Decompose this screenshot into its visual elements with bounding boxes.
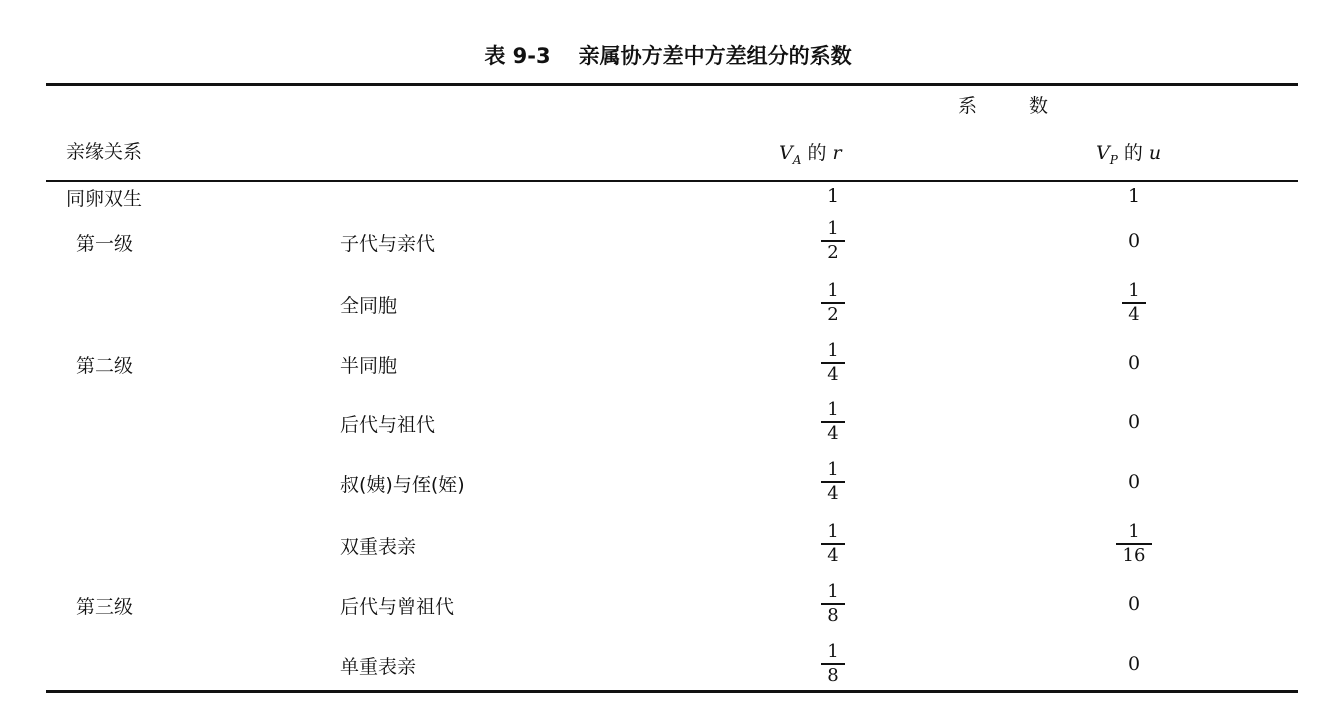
va-coefficient bbox=[803, 582, 863, 626]
va-coefficient-numerator: 1 bbox=[827, 581, 839, 602]
vp-coefficient-numerator: 1 bbox=[1128, 280, 1140, 301]
va-subscript: A bbox=[792, 152, 802, 167]
vp-text: 的 bbox=[1123, 142, 1143, 164]
vp-coefficient-denominator: 16 bbox=[1122, 545, 1146, 566]
va-coefficient: 1 bbox=[826, 185, 840, 207]
va-text: 的 bbox=[807, 142, 827, 164]
va-coefficient-numerator: 1 bbox=[827, 280, 839, 301]
relationship-type: 双重表亲 bbox=[340, 536, 417, 558]
relationship-type: 半同胞 bbox=[340, 355, 398, 377]
relationship-type: 单重表亲 bbox=[340, 656, 417, 678]
table-number: 表 9-3 bbox=[484, 44, 551, 68]
vp-subscript: P bbox=[1109, 152, 1118, 167]
relationship-type: 后代与祖代 bbox=[340, 414, 436, 436]
va-variable: r bbox=[832, 142, 842, 164]
va-coefficient-denominator: 4 bbox=[827, 483, 839, 504]
va-coefficient bbox=[803, 400, 863, 444]
vp-coefficient bbox=[1104, 522, 1164, 566]
relationship-level: 第一级 bbox=[76, 233, 134, 255]
relationship-type: 后代与曾祖代 bbox=[340, 596, 455, 618]
vp-coefficient-denominator: 4 bbox=[1128, 304, 1140, 325]
vp-coefficient: 0 bbox=[1127, 471, 1141, 493]
coefficient-header: 系数 bbox=[958, 95, 1101, 117]
va-coefficient bbox=[803, 219, 863, 263]
relationship-level: 第三级 bbox=[76, 596, 134, 618]
va-coefficient-numerator: 1 bbox=[827, 459, 839, 480]
vp-coefficient: 0 bbox=[1127, 411, 1141, 433]
relationship-type: 全同胞 bbox=[340, 295, 398, 317]
va-coefficient-denominator: 8 bbox=[827, 665, 839, 686]
relationship-header: 亲缘关系 bbox=[66, 141, 143, 163]
vp-column-header bbox=[1096, 144, 1161, 166]
va-column-header bbox=[779, 144, 842, 166]
va-coefficient-denominator: 2 bbox=[827, 242, 839, 263]
va-coefficient-numerator: 1 bbox=[827, 340, 839, 361]
va-coefficient bbox=[803, 341, 863, 385]
vp-coefficient: 1 bbox=[1127, 185, 1141, 207]
relationship-type: 子代与亲代 bbox=[340, 233, 436, 255]
vp-coefficient: 0 bbox=[1127, 593, 1141, 615]
vp-symbol: V bbox=[1096, 142, 1110, 164]
va-coefficient bbox=[803, 642, 863, 686]
table-caption bbox=[0, 40, 1336, 70]
va-coefficient-denominator: 4 bbox=[827, 364, 839, 385]
va-coefficient-numerator: 1 bbox=[827, 399, 839, 420]
vp-coefficient: 0 bbox=[1127, 230, 1141, 252]
va-coefficient-denominator: 4 bbox=[827, 545, 839, 566]
va-coefficient-numerator: 1 bbox=[827, 641, 839, 662]
va-coefficient-denominator: 2 bbox=[827, 304, 839, 325]
vp-coefficient-numerator: 1 bbox=[1128, 521, 1140, 542]
va-symbol: V bbox=[779, 142, 793, 164]
va-coefficient bbox=[803, 522, 863, 566]
relationship-type: 叔(姨)与侄(姪) bbox=[340, 474, 465, 496]
bottom-rule bbox=[46, 690, 1298, 693]
relationship-level: 同卵双生 bbox=[66, 188, 143, 210]
vp-coefficient: 0 bbox=[1127, 352, 1141, 374]
top-rule bbox=[46, 83, 1298, 86]
va-coefficient bbox=[803, 281, 863, 325]
va-coefficient-numerator: 1 bbox=[827, 521, 839, 542]
va-coefficient-denominator: 4 bbox=[827, 423, 839, 444]
vp-coefficient bbox=[1104, 281, 1164, 325]
vp-variable: u bbox=[1148, 142, 1162, 164]
table-title: 亲属协方差中方差组分的系数 bbox=[578, 44, 852, 68]
va-coefficient bbox=[803, 460, 863, 504]
va-coefficient-numerator: 1 bbox=[827, 218, 839, 239]
vp-coefficient: 0 bbox=[1127, 653, 1141, 675]
va-coefficient-denominator: 8 bbox=[827, 605, 839, 626]
relationship-level: 第二级 bbox=[76, 355, 134, 377]
header-rule bbox=[46, 180, 1298, 182]
